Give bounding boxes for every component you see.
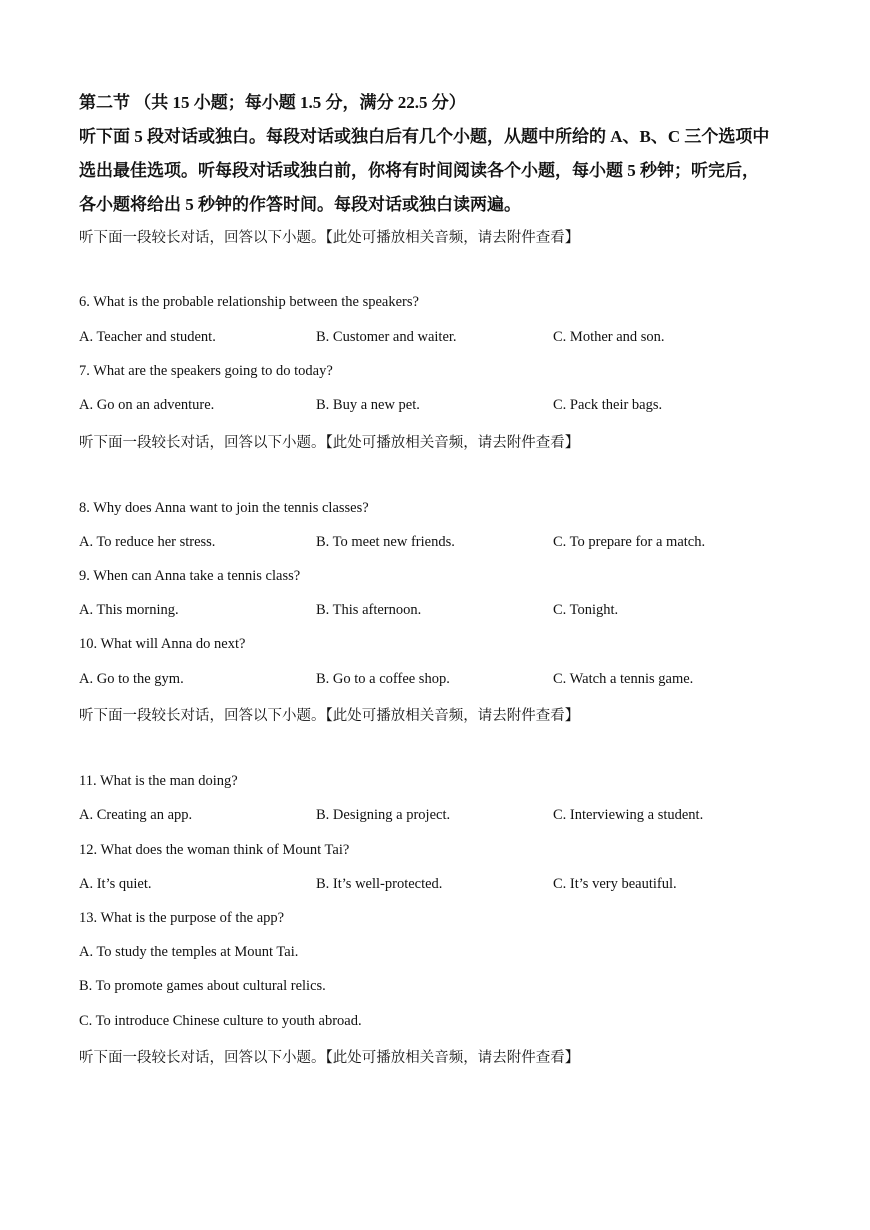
question-stem-8: 8. Why does Anna want to join the tennis classes? [79,500,369,516]
section-title: 第二节 （共 15 小题；每小题 1.5 分，满分 22.5 分） [79,93,466,112]
option-11b[interactable]: B. Designing a project. [316,807,451,823]
option-12a[interactable]: A. It’s quiet. [79,876,152,892]
option-9a[interactable]: A. This morning. [79,602,179,618]
option-11a[interactable]: A. Creating an app. [79,807,193,823]
instruction-line-2: 选出最佳选项。听每段对话或独白前，你将有时间阅读各个小题，每小题 5 秒钟；听完后， [79,161,759,180]
question-stem-9: 9. When can Anna take a tennis class? [79,568,301,584]
option-10c[interactable]: C. Watch a tennis game. [553,671,694,687]
option-12c[interactable]: C. It’s very beautiful. [553,876,677,892]
instruction-line-1: 听下面 5 段对话或独白。每段对话或独白后有几个小题，从题中所给的 A、B、C 三个选项中 [79,127,770,146]
question-stem-6: 6. What is the probable relationship between the speakers? [79,294,419,310]
option-13b[interactable]: B. To promote games about cultural relics. [79,978,326,994]
audio-note-1: 听下面一段较长对话，回答以下小题。【此处可播放相关音频，请去附件查看】 [79,230,580,246]
option-13c[interactable]: C. To introduce Chinese culture to youth abroad. [79,1013,362,1029]
question-stem-10: 10. What will Anna do next? [79,636,246,652]
audio-note-3: 听下面一段较长对话，回答以下小题。【此处可播放相关音频，请去附件查看】 [79,708,580,724]
question-stem-7: 7. What are the speakers going to do today? [79,363,333,379]
option-6a[interactable]: A. Teacher and student. [79,329,216,345]
question-stem-11: 11. What is the man doing? [79,773,238,789]
option-8b[interactable]: B. To meet new friends. [316,534,455,550]
question-stem-12: 12. What does the woman think of Mount Tai? [79,842,350,858]
option-7c[interactable]: C. Pack their bags. [553,397,663,413]
option-9b[interactable]: B. This afternoon. [316,602,422,618]
option-8a[interactable]: A. To reduce her stress. [79,534,216,550]
option-9c[interactable]: C. Tonight. [553,602,619,618]
option-6c[interactable]: C. Mother and son. [553,329,665,345]
question-stem-13: 13. What is the purpose of the app? [79,910,285,926]
option-13a[interactable]: A. To study the temples at Mount Tai. [79,944,299,960]
option-11c[interactable]: C. Interviewing a student. [553,807,704,823]
option-12b[interactable]: B. It’s well-protected. [316,876,443,892]
option-8c[interactable]: C. To prepare for a match. [553,534,706,550]
option-10b[interactable]: B. Go to a coffee shop. [316,671,450,687]
option-10a[interactable]: A. Go to the gym. [79,671,184,687]
option-7a[interactable]: A. Go on an adventure. [79,397,215,413]
instruction-line-3: 各小题将给出 5 秒钟的作答时间。每段对话或独白读两遍。 [79,195,521,214]
audio-note-2: 听下面一段较长对话，回答以下小题。【此处可播放相关音频，请去附件查看】 [79,435,580,451]
option-7b[interactable]: B. Buy a new pet. [316,397,420,413]
option-6b[interactable]: B. Customer and waiter. [316,329,457,345]
audio-note-4: 听下面一段较长对话，回答以下小题。【此处可播放相关音频，请去附件查看】 [79,1050,580,1066]
